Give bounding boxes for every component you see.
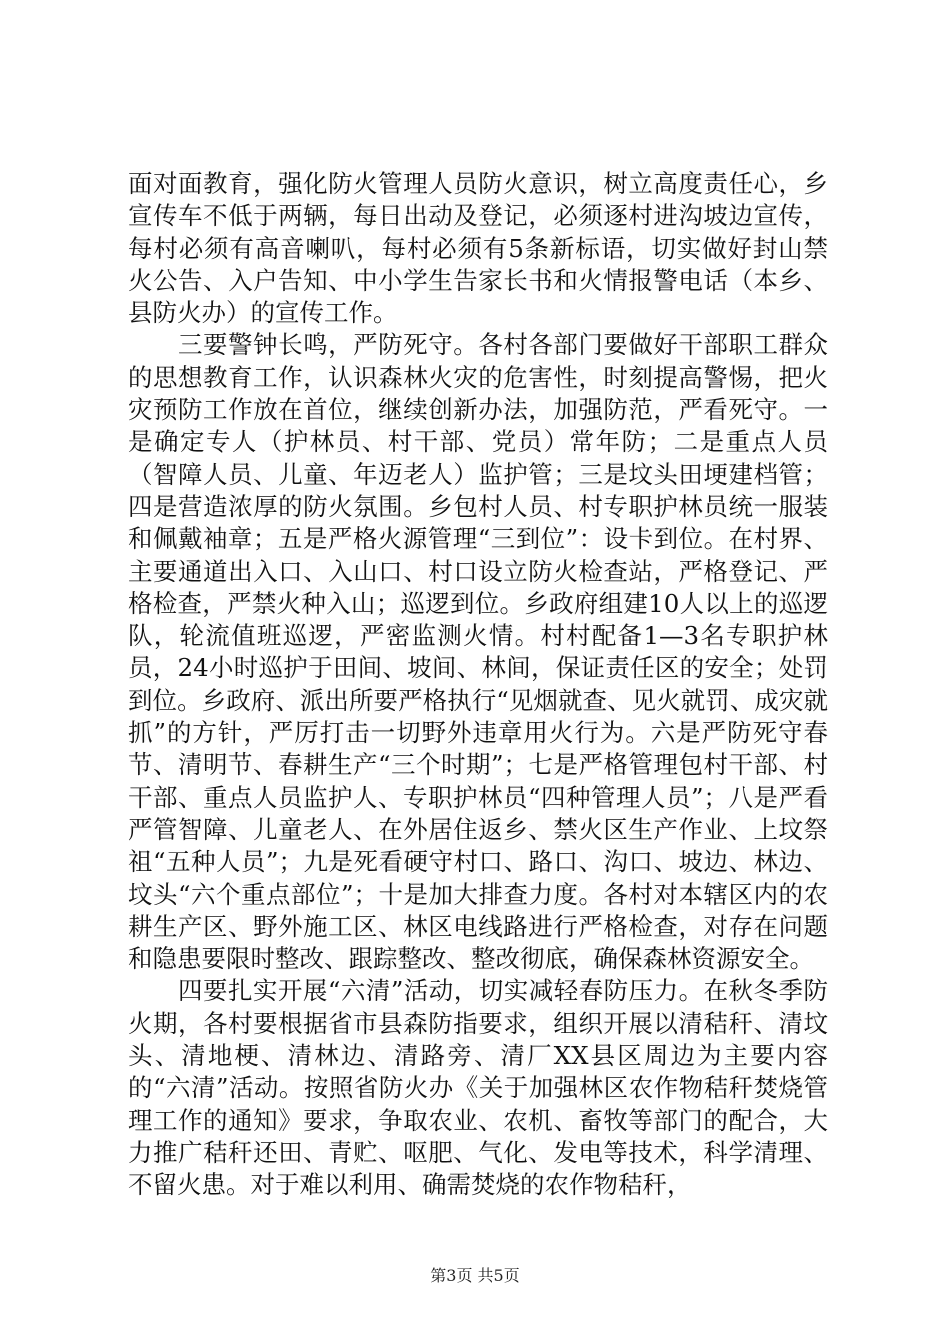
paragraph-1: 面对面教育，强化防火管理人员防火意识，树立高度责任心，乡宣传车不低于两辆，每日出动及登记，必须逐村进沟坡边宣传，每村必须有高音喇叭，每村必须有5条新标语，切实做好封山禁火公告、入户告知、中小学生告家长书和火情报警电话（本乡、县防火办）的宣传工作。 [128,169,828,328]
paragraph-3: 四要扎实开展“六清”活动，切实减轻春防压力。在秋冬季防火期，各村要根据省市县森防指要求，组织开展以清秸秆、清坟头、清地梗、清林边、清路旁、清厂XX县区周边为主要内容的“六清”活动。按照省防火办《关于加强林区农作物秸秆焚烧管理工作的通知》要求，争取农业、农机、畜牧等部门的配合，大力推广秸秆还田、青贮、呕肥、气化、发电等技术，科学清理、不留火患。对于难以利用、确需焚烧的农作物秸秆， [128,976,828,1200]
page-number-footer: 第3页 共5页 [430,1266,520,1285]
paragraph-2: 三要警钟长鸣，严防死守。各村各部门要做好干部职工群众的思想教育工作，认识森林火灾的危害性，时刻提高警惕，把火灾预防工作放在首位，继续创新办法，加强防范，严看死守。一是确定专人（护林员、村干部、党员）常年防；二是重点人员（智障人员、儿童、年迈老人）监护管；三是坟头田埂建档管；四是营造浓厚的防火氛围。乡包村人员、村专职护林员统一服装和佩戴袖章；五是严格火源管理“三到位”：设卡到位。在村界、主要通道出入口、入山口、村口设立防火检查站，严格登记、严格检查，严禁火种入山；巡逻到位。乡政府组建10人以上的巡逻队，轮流值班巡逻，严密监测火情。村村配备1—3名专职护林员，24小时巡护于田间、坡间、林间，保证责任区的安全；处罚到位。乡政府、派出所要严格执行“见烟就查、见火就罚、成灾就抓”的方针，严厉打击一切野外违章用火行为。六是严防死守春节、清明节、春耕生产“三个时期”；七是严格管理包村干部、村干部、重点人员监护人、专职护林员“四种管理人员”；八是严看严管智障、儿童老人、在外居住返乡、禁火区生产作业、上坟祭祖“五种人员”；九是死看硬守村口、路口、沟口、坡边、林边、坟头“六个重点部位”；十是加大排查力度。各村对本辖区内的农耕生产区、野外施工区、林区电线路进行严格检查，对存在问题和隐患要限时整改、跟踪整改、整改彻底，确保森林资源安全。 [128,330,828,974]
document-body [128,168,828,1202]
